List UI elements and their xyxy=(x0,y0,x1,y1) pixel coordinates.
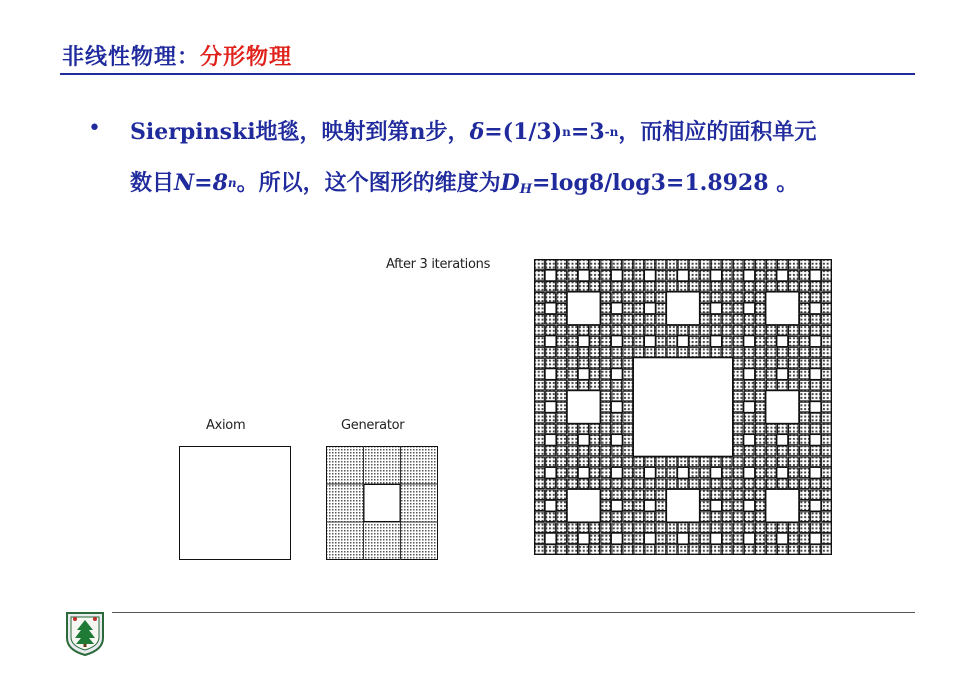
carpet-hole xyxy=(545,303,556,314)
carpet-hole xyxy=(666,489,699,522)
para-text-5: 数目 xyxy=(130,170,175,196)
carpet-hole xyxy=(611,533,622,544)
axiom-square xyxy=(179,446,291,560)
carpet-hole xyxy=(711,533,722,544)
carpet-hole xyxy=(777,336,788,347)
para-text-1: Sierpinski地毯，映射到第n步， xyxy=(130,119,470,145)
slide-title xyxy=(62,40,292,71)
generator-diagram xyxy=(326,446,438,560)
carpet-hole xyxy=(744,434,755,445)
carpet-hole xyxy=(777,533,788,544)
carpet-hole xyxy=(578,369,589,380)
carpet-hole xyxy=(810,369,821,380)
subscript-H: H xyxy=(519,182,532,197)
carpet-hole xyxy=(578,467,589,478)
superscript-neg-n: -n xyxy=(604,125,619,139)
carpet-hole xyxy=(777,434,788,445)
carpet-hole xyxy=(611,336,622,347)
carpet-hole xyxy=(644,270,655,281)
carpet-hole xyxy=(711,336,722,347)
carpet-hole xyxy=(545,434,556,445)
carpet-hole xyxy=(666,292,699,325)
carpet-hole xyxy=(744,402,755,413)
carpet-hole xyxy=(677,270,688,281)
symbol-N: N xyxy=(174,170,195,196)
carpet-hole xyxy=(633,358,732,457)
footer-divider xyxy=(112,612,915,613)
carpet-hole xyxy=(810,270,821,281)
carpet-hole xyxy=(578,533,589,544)
carpet-holes xyxy=(545,270,821,544)
carpet-hole xyxy=(567,292,600,325)
carpet-hole xyxy=(567,489,600,522)
carpet-hole xyxy=(677,467,688,478)
axiom-label: Axiom xyxy=(206,418,246,433)
carpet-hole xyxy=(777,270,788,281)
carpet-hole xyxy=(545,467,556,478)
carpet-hole xyxy=(711,467,722,478)
carpet-hole xyxy=(677,336,688,347)
para-text-8: =log8/log3=1.8928 。 xyxy=(532,170,799,196)
carpet-hole xyxy=(744,270,755,281)
carpet-hole xyxy=(777,467,788,478)
para-text-3: =3 xyxy=(570,119,605,145)
symbol-D: D xyxy=(500,170,520,196)
superscript-n: n xyxy=(562,125,571,139)
carpet-hole xyxy=(711,303,722,314)
carpet-hole xyxy=(545,369,556,380)
carpet-hole xyxy=(611,500,622,511)
carpet-hole xyxy=(744,500,755,511)
carpet-hole xyxy=(810,500,821,511)
carpet-hole xyxy=(545,336,556,347)
carpet-hole xyxy=(644,533,655,544)
carpet-hole xyxy=(744,369,755,380)
para-text-2: =(1/3) xyxy=(484,119,563,145)
sierpinski-carpet xyxy=(534,259,832,555)
after-iterations-label: After 3 iterations xyxy=(386,257,491,272)
carpet-hole xyxy=(766,489,799,522)
carpet-hole xyxy=(766,292,799,325)
carpet-hole xyxy=(611,402,622,413)
number-8: 8 xyxy=(212,170,228,196)
carpet-hole xyxy=(810,533,821,544)
carpet-hole xyxy=(744,336,755,347)
carpet-hole xyxy=(611,303,622,314)
carpet-hole xyxy=(777,369,788,380)
carpet-hole xyxy=(578,270,589,281)
carpet-hole xyxy=(644,467,655,478)
carpet-hole xyxy=(644,336,655,347)
carpet-hole xyxy=(545,402,556,413)
bullet-marker: • xyxy=(88,116,101,141)
delta-symbol: δ xyxy=(469,119,485,145)
body-paragraph xyxy=(130,108,930,211)
carpet-hole xyxy=(611,467,622,478)
title-underline xyxy=(60,73,915,75)
university-logo xyxy=(64,610,106,656)
carpet-hole xyxy=(611,270,622,281)
carpet-hole xyxy=(545,533,556,544)
carpet-hole xyxy=(744,303,755,314)
carpet-hole xyxy=(644,303,655,314)
carpet-hole xyxy=(711,270,722,281)
carpet-hole xyxy=(578,434,589,445)
carpet-hole xyxy=(677,533,688,544)
carpet-hole xyxy=(611,369,622,380)
carpet-hole xyxy=(810,402,821,413)
carpet-hole xyxy=(810,303,821,314)
carpet-hole xyxy=(545,500,556,511)
carpet-hole xyxy=(744,533,755,544)
carpet-hole xyxy=(810,434,821,445)
carpet-hole xyxy=(567,391,600,424)
carpet-hole xyxy=(611,434,622,445)
carpet-hole xyxy=(644,500,655,511)
para-text-6: = xyxy=(194,170,213,196)
generator-label: Generator xyxy=(341,418,405,433)
para-text-7: 。所以，这个图形的维度为 xyxy=(236,170,501,196)
para-text-4: ，而相应的面积单元 xyxy=(618,119,817,145)
carpet-hole xyxy=(545,270,556,281)
carpet-hole xyxy=(810,467,821,478)
carpet-hole xyxy=(578,336,589,347)
slide-title-prefix: 非线性物理： xyxy=(62,44,201,70)
carpet-hole xyxy=(810,336,821,347)
carpet-hole xyxy=(744,467,755,478)
sierpinski-figure xyxy=(174,245,834,570)
carpet-hole xyxy=(711,500,722,511)
slide-title-topic: 分形物理 xyxy=(200,44,293,70)
superscript-n-2: n xyxy=(227,176,237,190)
carpet-hole xyxy=(766,391,799,424)
